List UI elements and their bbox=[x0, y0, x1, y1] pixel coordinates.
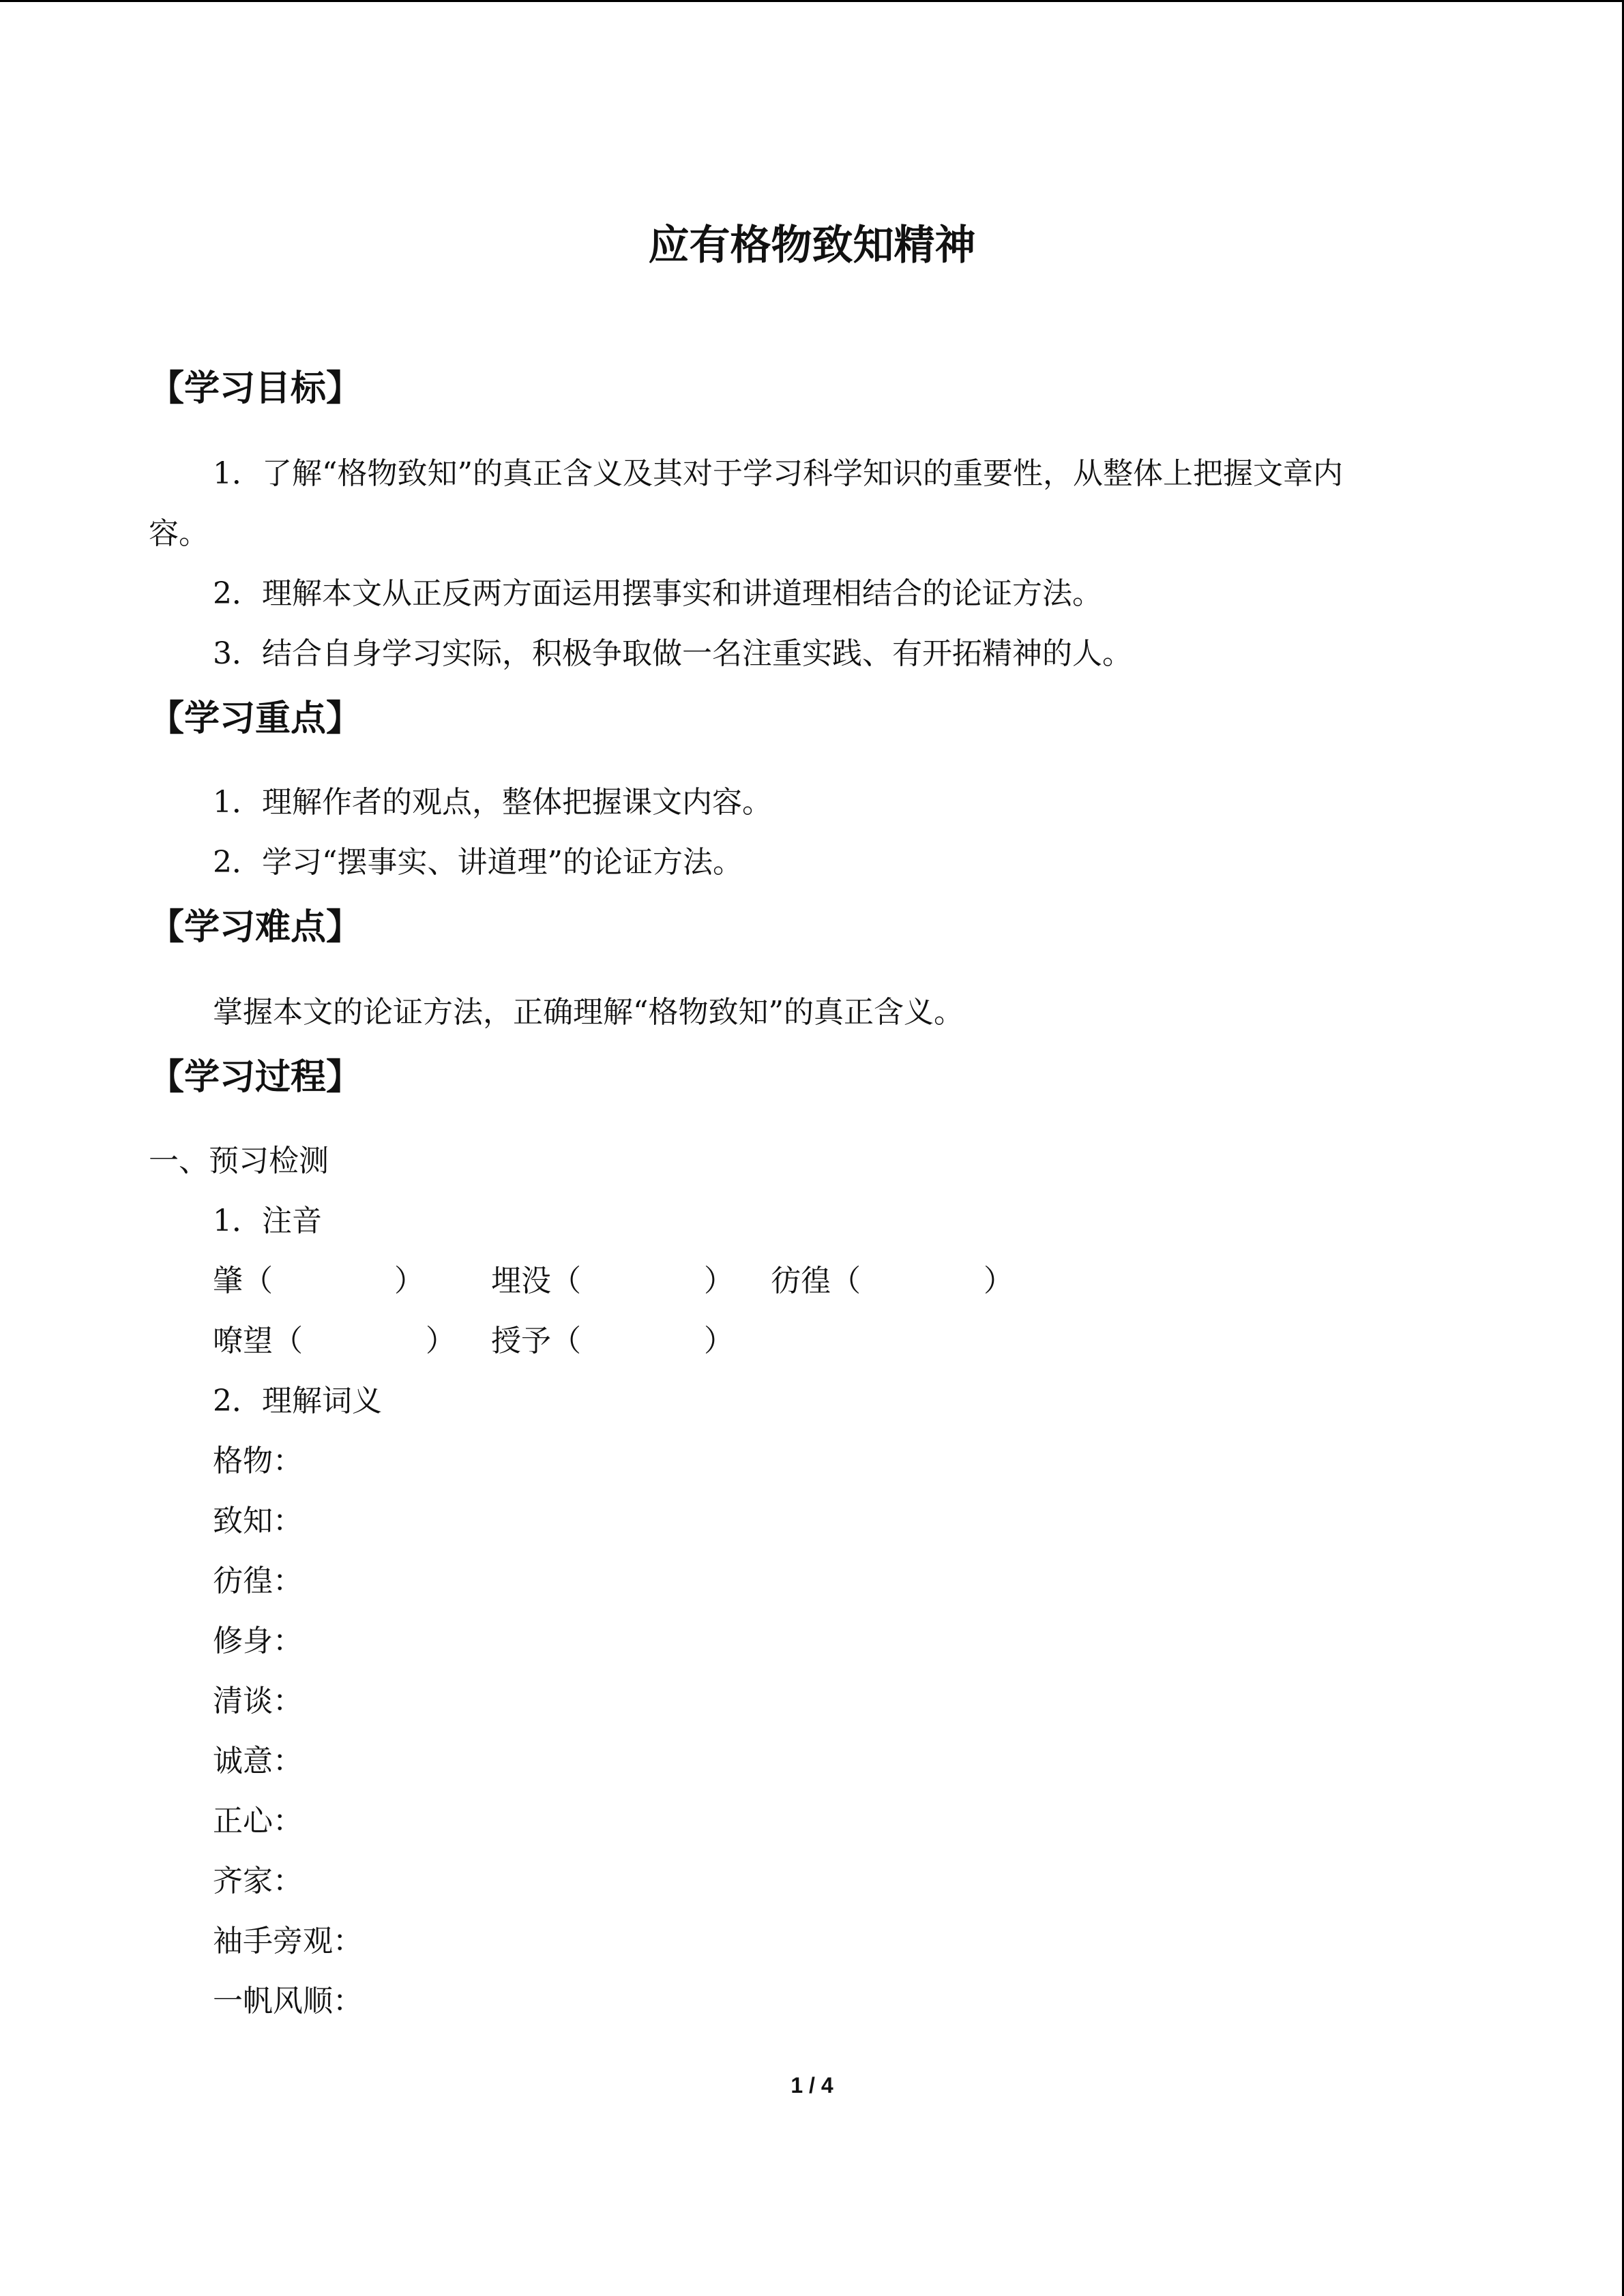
page-number: 1 / 4 bbox=[791, 2073, 833, 2098]
term-xiushoupangguan: 袖手旁观： bbox=[213, 1924, 363, 1958]
goal-item-3: 3．结合自身学习实际，积极争取做一名注重实践、有开拓精神的人。 bbox=[213, 636, 1132, 671]
pinyin-zhao-open: 肇（ bbox=[213, 1264, 273, 1298]
term-yifanfengshun: 一帆风顺： bbox=[213, 1984, 363, 2018]
term-qingtan: 清谈： bbox=[213, 1684, 303, 1718]
keypoint-item-2: 2．学习“摆事实、讲道理”的论证方法。 bbox=[213, 845, 743, 880]
pinyin-maimo-close: ） bbox=[704, 1264, 734, 1298]
term-zhengxin: 正心： bbox=[213, 1804, 303, 1838]
goal-item-2: 2．理解本文从正反两方面运用摆事实和讲道理相结合的论证方法。 bbox=[213, 576, 1102, 611]
page-top-border bbox=[0, 0, 1624, 2]
heading-learning-process: 【学习过程】 bbox=[149, 1057, 362, 1098]
keypoint-item-1: 1．理解作者的观点，整体把握课文内容。 bbox=[213, 785, 772, 820]
term-qijia: 齐家： bbox=[213, 1864, 303, 1898]
q2-title: 2．理解词义 bbox=[213, 1384, 382, 1418]
pinyin-panghuang-open: 彷徨（ bbox=[771, 1264, 861, 1298]
document-title: 应有格物致知精神 bbox=[648, 222, 976, 269]
pinyin-shouyu-close: ） bbox=[704, 1324, 734, 1358]
term-xiushen: 修身： bbox=[213, 1624, 303, 1658]
pinyin-liaowang-open: 嘹望（ bbox=[213, 1324, 303, 1358]
pinyin-zhao-close: ） bbox=[394, 1264, 424, 1298]
goal-item-1: 1．了解“格物致知”的真正含义及其对于学习科学知识的重要性，从整体上把握文章内 bbox=[213, 456, 1343, 491]
pinyin-liaowang-close: ） bbox=[426, 1324, 456, 1358]
difficulty-item-1: 掌握本文的论证方法，正确理解“格物致知”的真正含义。 bbox=[213, 995, 964, 1030]
heading-difficulties: 【学习难点】 bbox=[149, 907, 362, 948]
heading-learning-goals: 【学习目标】 bbox=[149, 368, 362, 409]
heading-key-points: 【学习重点】 bbox=[149, 698, 362, 739]
pinyin-maimo-open: 埋没（ bbox=[491, 1264, 581, 1298]
pinyin-panghuang-close: ） bbox=[984, 1264, 1014, 1298]
goal-item-1-continued: 容。 bbox=[149, 516, 209, 551]
pinyin-shouyu-open: 授予（ bbox=[491, 1324, 581, 1358]
q1-title: 1．注音 bbox=[213, 1204, 322, 1238]
term-panghuang: 彷徨： bbox=[213, 1564, 303, 1598]
term-zhizhi: 致知： bbox=[213, 1504, 303, 1538]
term-chengyi: 诚意： bbox=[213, 1744, 303, 1778]
term-gewu: 格物： bbox=[213, 1444, 303, 1478]
part1-title: 一、预习检测 bbox=[149, 1144, 329, 1178]
